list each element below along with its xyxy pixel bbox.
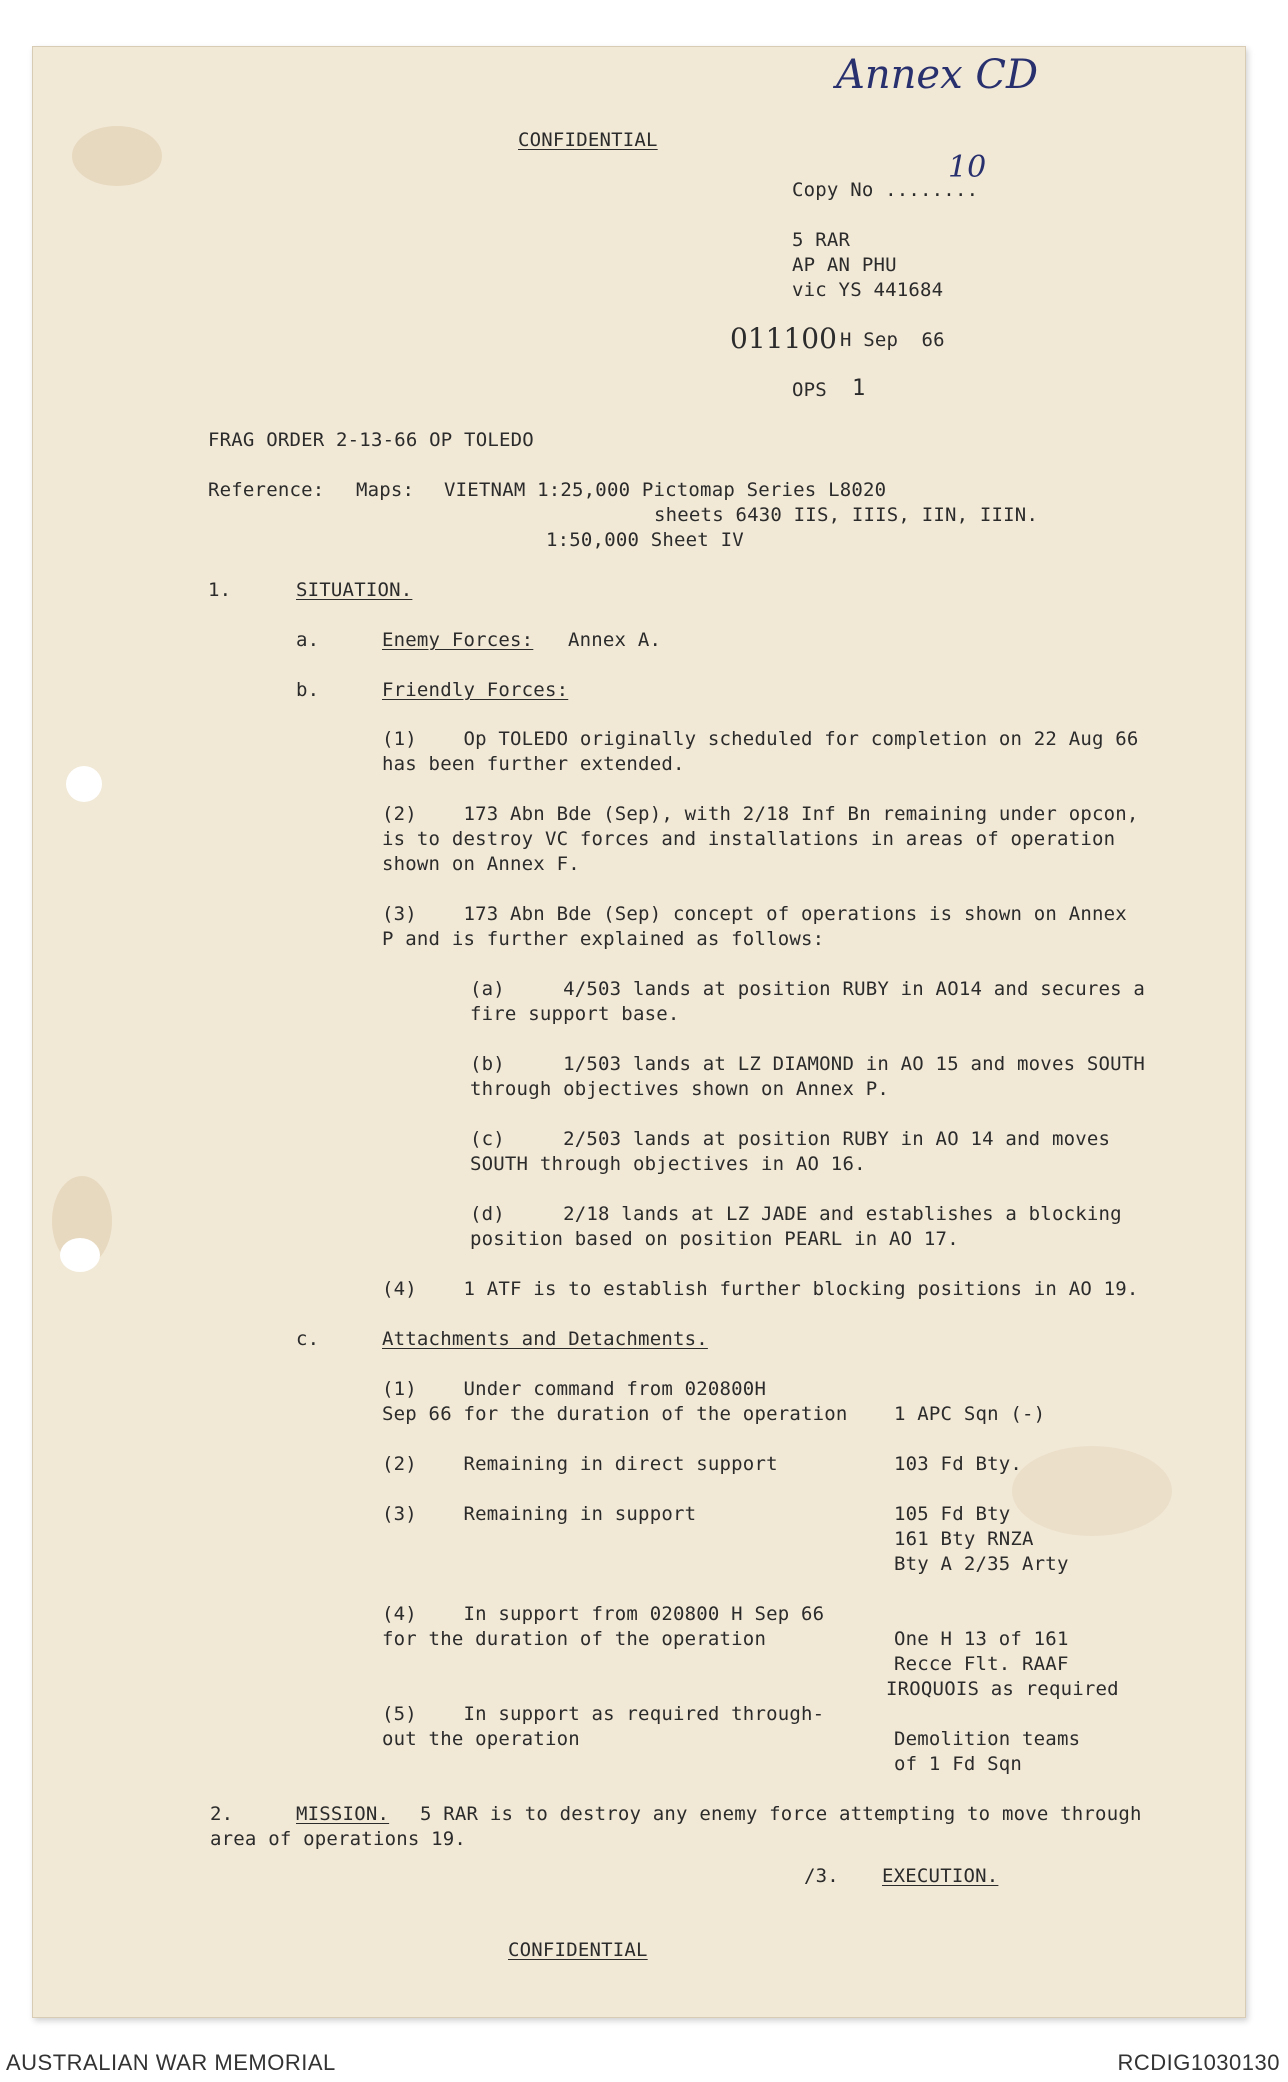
attach-5-value-1: Demolition teams xyxy=(894,1728,1081,1750)
friendly-1-line-1: (1) Op TOLEDO originally scheduled for completion on 22 Aug 66 xyxy=(382,728,1139,750)
attach-3-text: (3) Remaining in support xyxy=(382,1503,697,1525)
sub-a-line-2: fire support base. xyxy=(470,1003,680,1025)
copy-number: Copy No ........ xyxy=(792,179,979,201)
attach-4-line-2: for the duration of the operation xyxy=(382,1628,767,1650)
situation-heading: SITUATION. xyxy=(296,579,413,601)
sub-c-line-1: (c) 2/503 lands at position RUBY in AO 14 and moves xyxy=(470,1128,1111,1150)
friendly-3-line-2: P and is further explained as follows: xyxy=(382,928,825,950)
classification-top: CONFIDENTIAL xyxy=(518,129,658,151)
enemy-forces-text: Annex A. xyxy=(568,629,662,651)
attach-1-value: 1 APC Sqn (-) xyxy=(894,1403,1046,1425)
annex-annotation: Annex CD xyxy=(836,52,1039,98)
classification-bottom: CONFIDENTIAL xyxy=(508,1939,648,1961)
copy-number-handwritten: 10 xyxy=(948,150,987,185)
friendly-2-line-3: shown on Annex F. xyxy=(382,853,580,875)
friendly-1-line-2: has been further extended. xyxy=(382,753,685,775)
friendly-3-line-1: (3) 173 Abn Bde (Sep) concept of operations is shown on Annex xyxy=(382,903,1127,925)
attach-4-value-2: Recce Flt. RAAF xyxy=(894,1653,1069,1675)
sub-b-line-1: (b) 1/503 lands at LZ DIAMOND in AO 15 and moves SOUTH xyxy=(470,1053,1146,1075)
enemy-forces-heading: Enemy Forces: xyxy=(382,629,534,651)
footer-id: RCDIG1030130 xyxy=(1117,2050,1280,2075)
attach-2-text: (2) Remaining in direct support xyxy=(382,1453,778,1475)
ops-number: 1 xyxy=(852,376,866,401)
attach-3-value-1: 105 Fd Bty xyxy=(894,1503,1011,1525)
attach-5-line-1: (5) In support as required through- xyxy=(382,1703,825,1725)
para-a-label: a. xyxy=(296,629,320,651)
dtg-handwritten: 011100 xyxy=(730,322,837,355)
ops-label: OPS xyxy=(792,379,827,401)
sub-d-line-2: position based on position PEARL in AO 17. xyxy=(470,1228,959,1250)
punch-hole-bottom xyxy=(60,1238,100,1272)
attach-3-value-2: 161 Bty RNZA xyxy=(894,1528,1034,1550)
unit: 5 RAR xyxy=(792,229,851,251)
para-b-label: b. xyxy=(296,679,320,701)
attach-1-line-1: (1) Under command from 020800H xyxy=(382,1378,767,1400)
maps-label: Maps: xyxy=(356,479,415,501)
section-1-number: 1. xyxy=(208,579,232,601)
reference-line-1: VIETNAM 1:25,000 Pictomap Series L8020 xyxy=(444,479,887,501)
mission-line-2: area of operations 19. xyxy=(210,1828,467,1850)
continuation-page: /3. xyxy=(804,1865,839,1887)
attach-1-line-2: Sep 66 for the duration of the operation xyxy=(382,1403,848,1425)
para-c-label: c. xyxy=(296,1328,320,1350)
attach-4-value-3: IROQUOIS as required xyxy=(886,1678,1119,1700)
grid-reference: vic YS 441684 xyxy=(792,279,944,301)
order-title: FRAG ORDER 2-13-66 OP TOLEDO xyxy=(208,429,534,451)
punch-hole-top xyxy=(66,766,102,802)
attach-5-line-2: out the operation xyxy=(382,1728,580,1750)
friendly-2-line-1: (2) 173 Abn Bde (Sep), with 2/18 Inf Bn remaining under opcon, xyxy=(382,803,1139,825)
attachments-heading: Attachments and Detachments. xyxy=(382,1328,708,1350)
sub-b-line-2: through objectives shown on Annex P. xyxy=(470,1078,890,1100)
mission-heading: MISSION. xyxy=(296,1803,390,1825)
reference-line-2: sheets 6430 IIS, IIIS, IIN, IIIN. xyxy=(654,504,1039,526)
friendly-2-line-2: is to destroy VC forces and installations in areas of operation xyxy=(382,828,1116,850)
footer-source: AUSTRALIAN WAR MEMORIAL xyxy=(6,2050,336,2075)
attach-3-value-3: Bty A 2/35 Arty xyxy=(894,1553,1069,1575)
reference-line-3: 1:50,000 Sheet IV xyxy=(546,529,744,551)
friendly-4: (4) 1 ATF is to establish further blocking positions in AO 19. xyxy=(382,1278,1139,1300)
attach-4-value-1: One H 13 of 161 xyxy=(894,1628,1069,1650)
mission-line-1: 5 RAR is to destroy any enemy force attempting to move through xyxy=(420,1803,1142,1825)
friendly-forces-heading: Friendly Forces: xyxy=(382,679,569,701)
sub-d-line-1: (d) 2/18 lands at LZ JADE and establishes a blocking xyxy=(470,1203,1122,1225)
section-2-number: 2. xyxy=(210,1803,234,1825)
dtg-rest: H Sep 66 xyxy=(840,329,945,351)
attach-5-value-2: of 1 Fd Sqn xyxy=(894,1753,1023,1775)
reference-label: Reference: xyxy=(208,479,325,501)
attach-4-line-1: (4) In support from 020800 H Sep 66 xyxy=(382,1603,825,1625)
sub-c-line-2: SOUTH through objectives in AO 16. xyxy=(470,1153,866,1175)
sub-a-line-1: (a) 4/503 lands at position RUBY in AO14 and secures a xyxy=(470,978,1146,1000)
location: AP AN PHU xyxy=(792,254,897,276)
attach-2-value: 103 Fd Bty. xyxy=(894,1453,1023,1475)
continuation-heading: EXECUTION. xyxy=(882,1865,999,1887)
